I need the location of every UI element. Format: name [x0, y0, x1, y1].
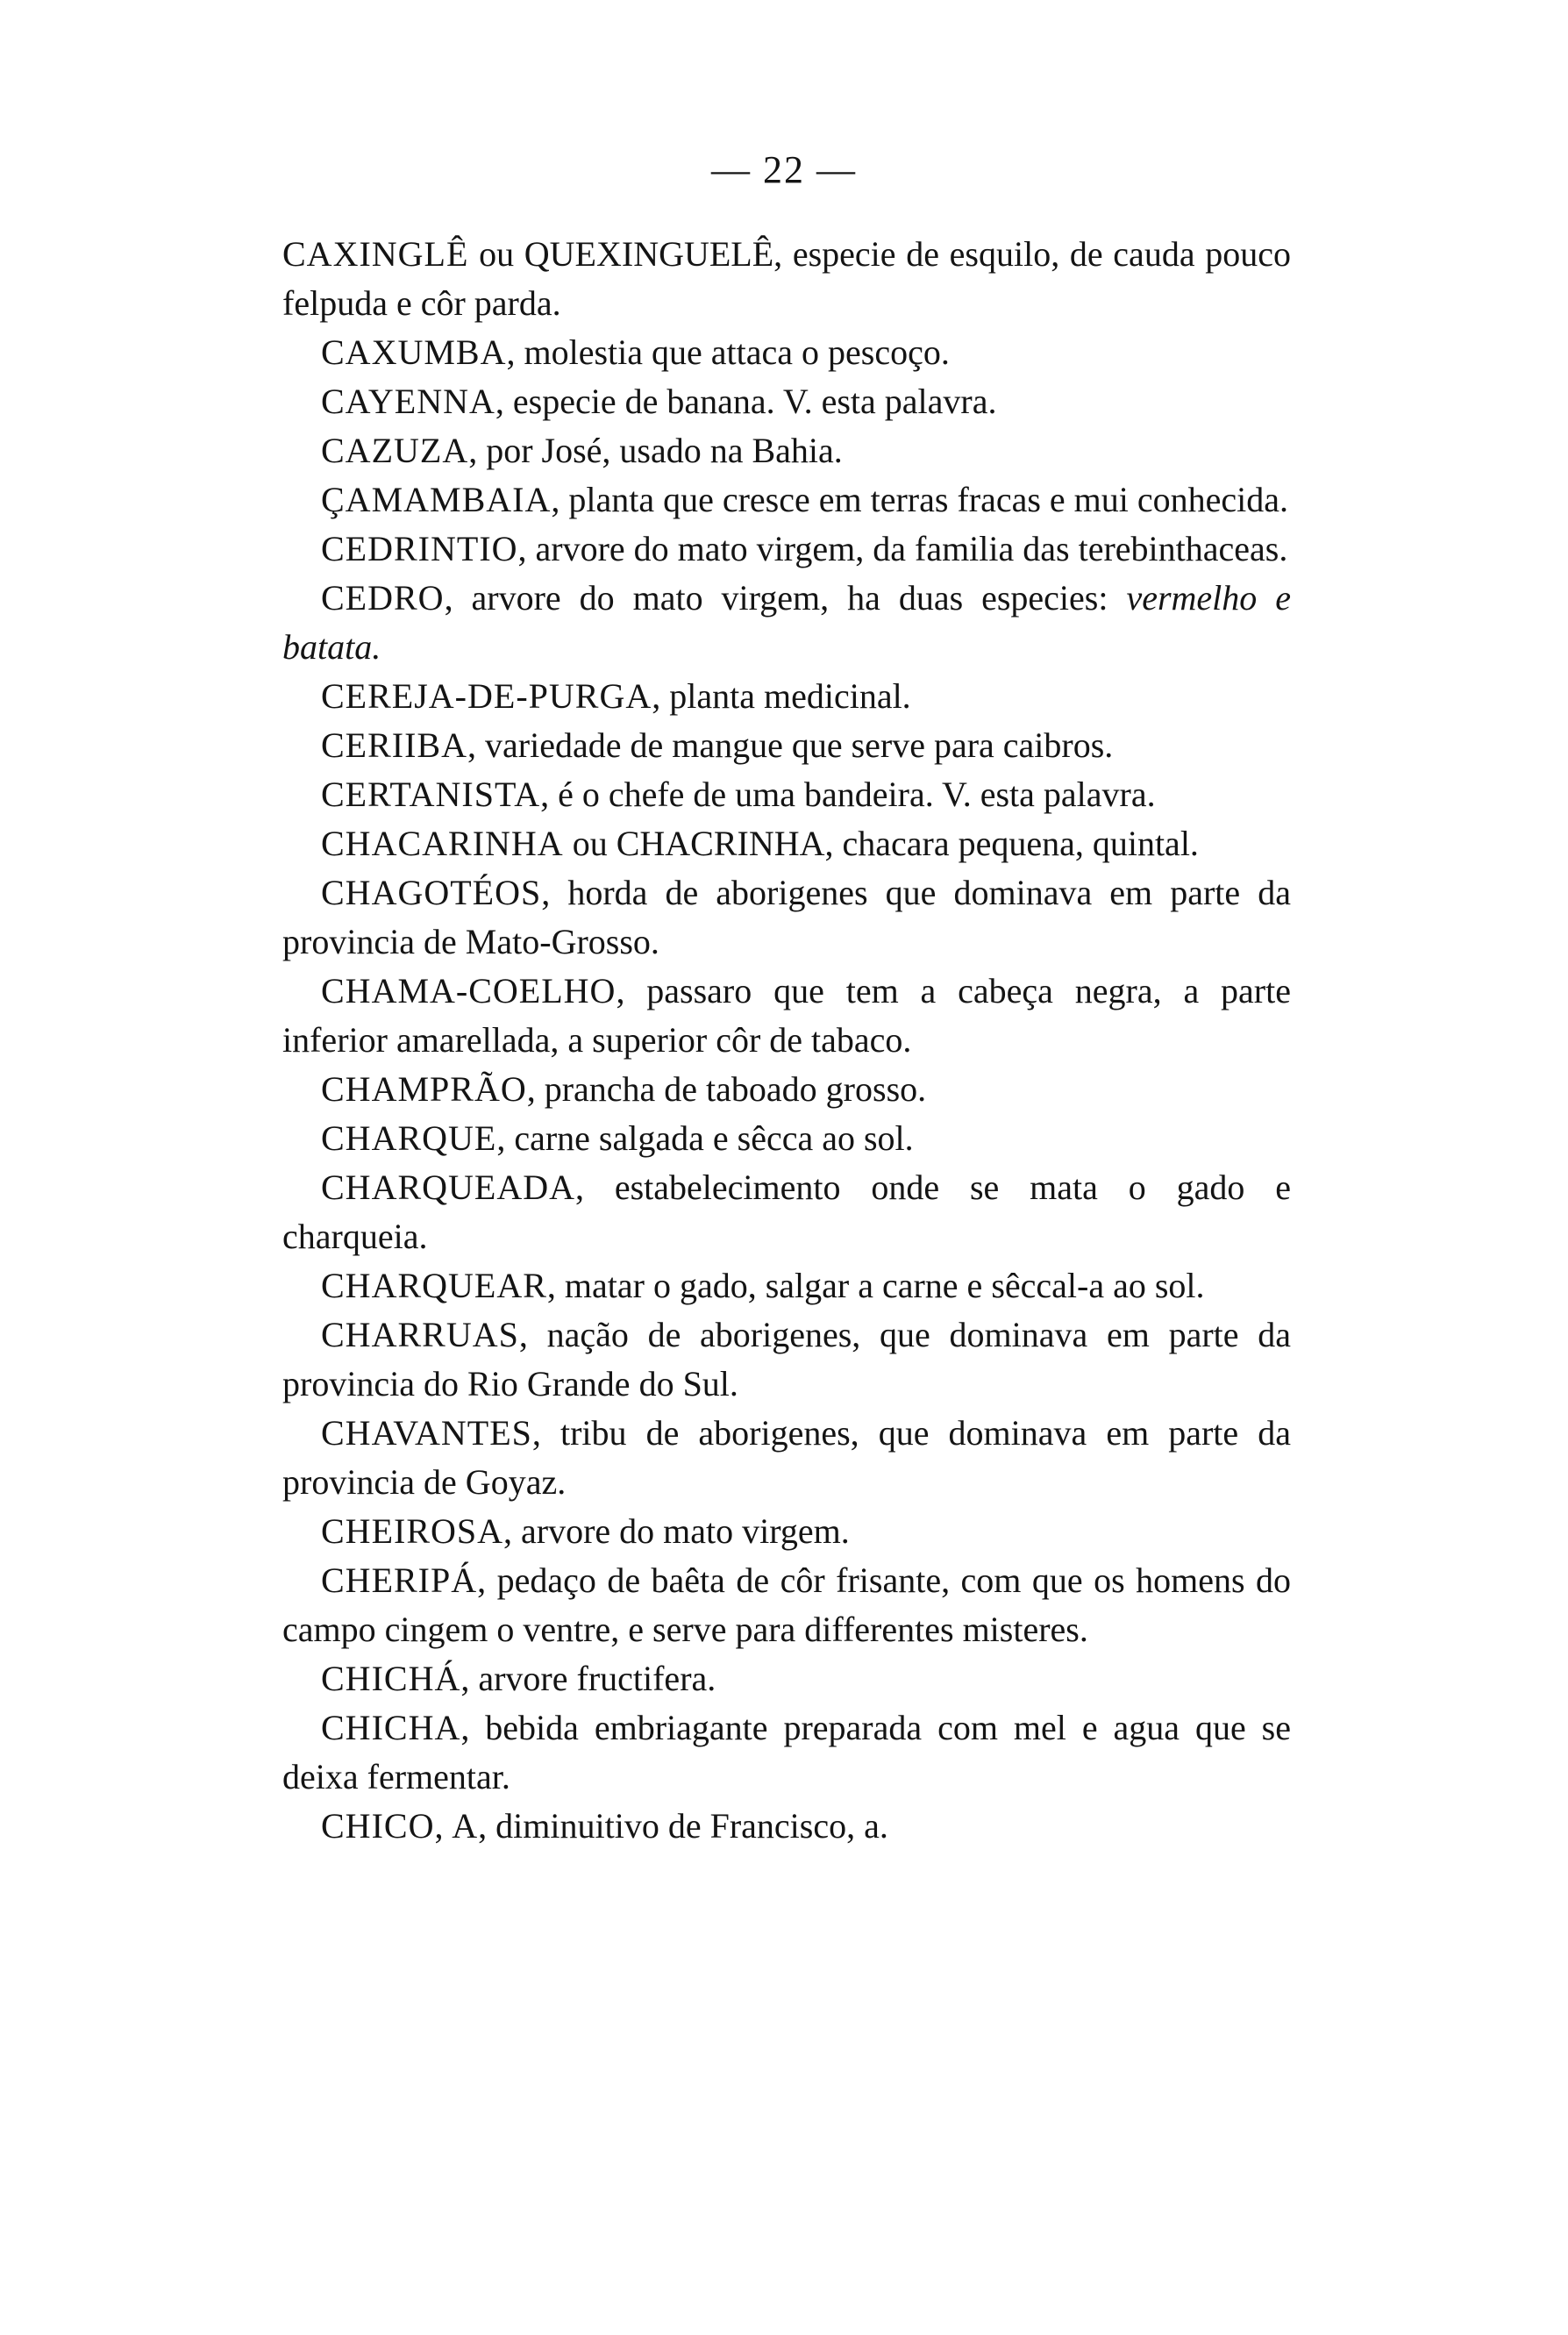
- glossary-entry: [282, 574, 1291, 672]
- entry-headword: ÇAMAMBAIA: [321, 480, 552, 519]
- entry-headword: CHARQUEAR: [321, 1266, 547, 1305]
- entry-definition: ou QUEXINGUELÊ, especie de esquilo, de cauda pouco felpuda e côr parda.: [282, 234, 1291, 323]
- entry-headword: CHACARINHA: [321, 824, 564, 863]
- entry-headword: CAYENNA: [321, 382, 495, 421]
- entry-headword: CERIIBA: [321, 725, 467, 765]
- entry-headword: CHICHA: [321, 1708, 461, 1747]
- entry-headword: CHAMA-COELHO: [321, 971, 617, 1010]
- entry-headword: CHARQUE: [321, 1118, 497, 1158]
- entry-definition: , prancha de taboado grosso.: [526, 1069, 927, 1109]
- entry-headword: CAZUZA: [321, 431, 469, 470]
- glossary-entry: [282, 672, 1291, 721]
- entry-definition: ou CHACRINHA, chacara pequena, quintal.: [563, 824, 1199, 863]
- glossary-entries: [282, 230, 1291, 1851]
- glossary-entry: [282, 1310, 1291, 1409]
- glossary-entry: [282, 1409, 1291, 1507]
- entry-headword: CHICHÁ: [321, 1659, 461, 1698]
- entry-headword: CHAGOTÉOS: [321, 873, 542, 912]
- entry-definition: , diminuitivo de Francisco, a.: [478, 1806, 888, 1846]
- entry-definition: , arvore do mato virgem, ha duas especies:: [444, 578, 1127, 618]
- glossary-entry: [282, 1065, 1291, 1114]
- glossary-entry: [282, 1507, 1291, 1556]
- entry-definition: , planta medicinal.: [652, 676, 911, 716]
- glossary-entry: [282, 819, 1291, 868]
- glossary-entry: [282, 328, 1291, 377]
- glossary-entry: [282, 426, 1291, 475]
- entry-headword: CHAVANTES: [321, 1413, 532, 1453]
- entry-headword: CHERIPÁ: [321, 1560, 478, 1600]
- entry-definition: , variedade de mangue que serve para caibros.: [467, 725, 1114, 765]
- entry-definition: , nação de aborigenes, que dominava em parte da provincia do Rio Grande do Sul.: [282, 1315, 1291, 1403]
- entry-italic-tail: vermelho e batata.: [282, 578, 1291, 667]
- entry-definition: , matar o gado, salgar a carne e sêccal-a ao sol.: [546, 1266, 1205, 1305]
- entry-definition: , tribu de aborigenes, que dominava em parte da provincia de Goyaz.: [282, 1413, 1291, 1502]
- glossary-entry: [282, 1654, 1291, 1703]
- entry-definition: , passaro que tem a cabeça negra, a parte inferior amarellada, a superior côr de tabaco.: [282, 971, 1291, 1060]
- entry-definition: , arvore do mato virgem.: [503, 1511, 850, 1551]
- entry-headword: CAXUMBA: [321, 332, 507, 372]
- entry-definition: , arvore fructifera.: [460, 1659, 716, 1698]
- entry-headword: CHARQUEADA: [321, 1168, 575, 1207]
- glossary-entry: [282, 1556, 1291, 1654]
- glossary-entry: [282, 868, 1291, 967]
- entry-headword: CEREJA-DE-PURGA: [321, 676, 652, 716]
- glossary-entry: [282, 967, 1291, 1065]
- glossary-entry: [282, 721, 1291, 770]
- entry-definition: , pedaço de baêta de côr frisante, com que os homens do campo cingem o ventre, e serve para differentes misteres.: [282, 1560, 1291, 1649]
- entry-definition: , por José, usado na Bahia.: [468, 431, 843, 470]
- entry-definition: , especie de banana. V. esta palavra.: [495, 382, 997, 421]
- entry-headword: CEDRINTIO: [321, 529, 518, 568]
- glossary-entry: [282, 1261, 1291, 1310]
- glossary-entry: [282, 1163, 1291, 1261]
- entry-definition: , horda de aborigenes que dominava em parte da provincia de Mato-Grosso.: [282, 873, 1291, 961]
- entry-definition: , molestia que attaca o pescoço.: [506, 332, 950, 372]
- entry-headword: CAXINGLÊ: [282, 234, 469, 274]
- entry-headword: CHEIROSA: [321, 1511, 504, 1551]
- entry-definition: , planta que cresce em terras fracas e mui conhecida.: [551, 480, 1289, 519]
- glossary-entry: [282, 770, 1291, 819]
- page-number: — 22 —: [711, 148, 857, 191]
- entry-definition: , é o chefe de uma bandeira. V. esta palavra.: [540, 775, 1156, 814]
- glossary-entry: [282, 230, 1291, 328]
- entry-headword: CHARRUAS: [321, 1315, 519, 1354]
- glossary-entry: [282, 1114, 1291, 1163]
- entry-headword: CERTANISTA: [321, 775, 541, 814]
- entry-definition: , bebida embriagante preparada com mel e agua que se deixa fermentar.: [282, 1708, 1291, 1796]
- entry-definition: , carne salgada e sêcca ao sol.: [496, 1118, 914, 1158]
- entry-headword: CHAMPRÃO: [321, 1069, 527, 1109]
- entry-headword: CHICO, A: [321, 1806, 479, 1846]
- glossary-entry: [282, 525, 1291, 574]
- glossary-entry: [282, 1802, 1291, 1851]
- glossary-entry: [282, 1703, 1291, 1802]
- entry-headword: CEDRO: [321, 578, 445, 618]
- glossary-entry: [282, 377, 1291, 426]
- entry-definition: , estabelecimento onde se mata o gado e charqueia.: [282, 1168, 1291, 1256]
- entry-definition: , arvore do mato virgem, da familia das terebinthaceas.: [517, 529, 1288, 568]
- glossary-entry: [282, 475, 1291, 525]
